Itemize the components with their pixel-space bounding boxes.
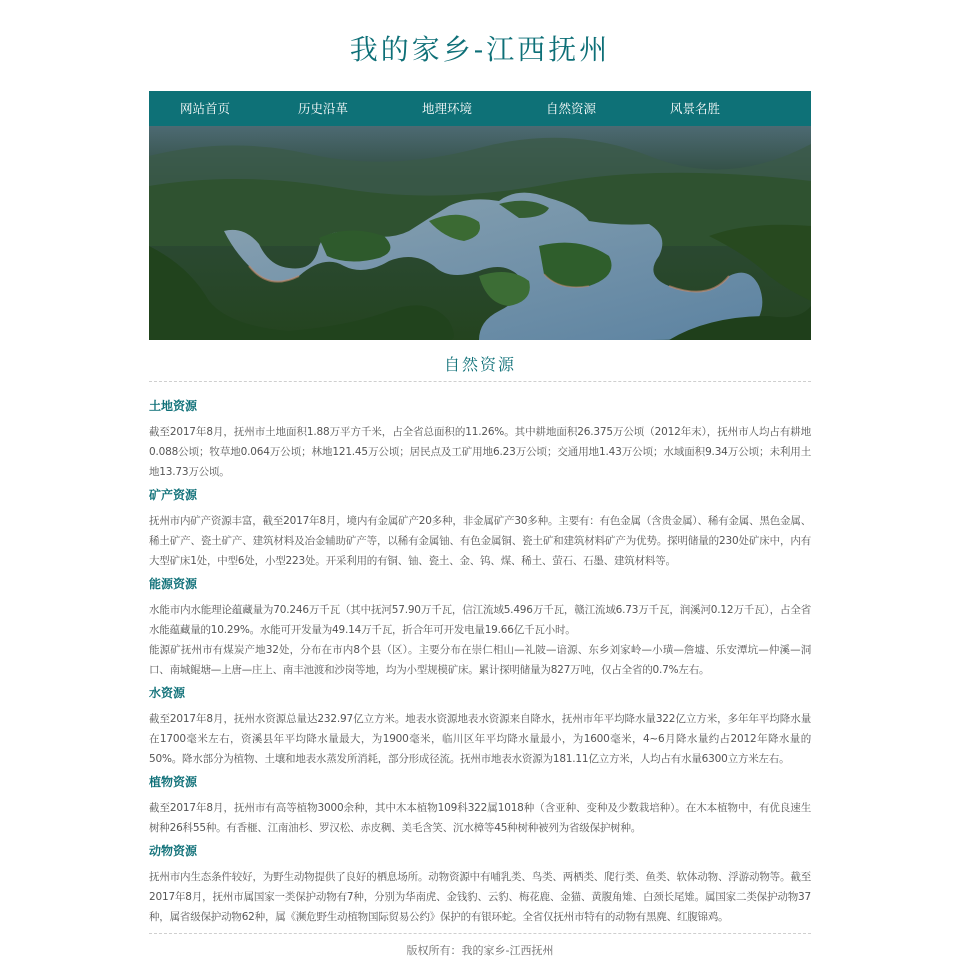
- paragraph-energy-hydro: 水能市内水能理论蕴藏量为70.246万千瓦（其中抚河57.90万千瓦，信江流域5.496万千瓦，赣江流域6.73万千瓦，润溪河0.12万千瓦），占全省水能蕴藏量的10.29%。水能可开发量为49.14万千瓦，折合年可开发电量19.66亿千瓦小时。: [149, 604, 811, 636]
- heading-water: 水资源: [149, 686, 186, 700]
- paragraph-minerals: 抚州市内矿产资源丰富，截至2017年8月，境内有金属矿产20多种，非金属矿产30多种。主要有：有色金属（含贵金属）、稀有金属、黑色金属、稀土矿产、瓷土矿产、建筑材料及冶金辅助矿产等，以稀有金属铀、有色金属铜、瓷土矿和建筑材料矿产为优势。探明储量的230处矿床中，内有大型矿床1处，中型6处，小型223处。开采利用的有铜、铀、瓷土、金、钨、煤、稀土、萤石、石墨、建筑材料等。: [149, 515, 811, 567]
- heading-energy: 能源资源: [149, 577, 198, 591]
- heading-minerals: 矿产资源: [149, 488, 198, 502]
- site-title: 我的家乡-江西抚州: [349, 33, 611, 66]
- nav-home[interactable]: 网站首页: [179, 101, 230, 116]
- nav-history[interactable]: 历史沿革: [297, 101, 348, 116]
- paragraph-water: 截至2017年8月，抚州水资源总量达232.97亿立方米。地表水资源地表水资源来自降水，抚州市年平均降水量322亿立方米，多年年平均降水量在1700毫米左右，资溪县年平均降水量最大，为1900毫米，临川区年平均降水量最小，为1600毫米，4~6月降水量约占2012年降水量的50%。降水部分为植物、土壤和地表水蒸发所消耗，部分形成径流。抚州市地表水资源为181.11亿立方米，人均占有水量6300立方米左右。: [149, 713, 811, 765]
- heading-plants: 植物资源: [149, 775, 198, 789]
- landscape-lake-image: [149, 126, 811, 340]
- nav-natural-resources[interactable]: 自然资源: [545, 101, 596, 116]
- nav-scenic-spots[interactable]: 风景名胜: [669, 101, 720, 116]
- heading-animals: 动物资源: [149, 844, 198, 858]
- footer-copyright: 版权所有：我的家乡-江西抚州: [149, 933, 811, 958]
- paragraph-energy-coal: 能源矿抚州市有煤炭产地32处，分布在市内8个县（区）。主要分布在崇仁相山—礼陂—谙源、东乡刘家岭—小璜—詹墟、乐安潭坑—仲溪—洞口、南城鲲塘—上唐—庄上、南丰池渡和沙岗等地，均为小型规模矿床。累计探明储量为827万吨，仅占全省的0.7%左右。: [149, 644, 811, 676]
- main-container: [149, 91, 811, 958]
- paragraph-animals: 抚州市内生态条件较好，为野生动物提供了良好的栖息场所。动物资源中有哺乳类、鸟类、两栖类、爬行类、鱼类、软体动物、浮游动物等。截至2017年8月，抚州市属国家一类保护动物有7种，分别为华南虎、金钱豹、云豹、梅花鹿、金猫、黄腹角雉、白颈长尾雉。属国家二类保护动物37种，属省级保护动物62种，属《濒危野生动植物国际贸易公约》保护的有银环蛇。全省仅抚州市特有的动物有黑麂、红腹锦鸡。: [149, 871, 811, 923]
- content: [149, 382, 811, 927]
- nav-geography[interactable]: 地理环境: [421, 101, 472, 116]
- main-nav: [149, 91, 811, 126]
- paragraph-plants: 截至2017年8月，抚州市有高等植物3000余种，其中木本植物109科322属1018种（含亚种、变种及少数栽培种）。在木本植物中，有优良速生树种26科55种。有香榧、江南油杉、罗汉松、赤皮稠、美毛含笑、沉水樟等45种树种被列为省级保护树种。: [149, 802, 811, 834]
- paragraph-land: 截至2017年8月，抚州市土地面积1.88万平方千米，占全省总面积的11.26%。其中耕地面积26.375万公顷（2012年末），抚州市人均占有耕地0.088公顷；牧草地0.064万公顷；林地121.45万公顷；居民点及工矿用地6.23万公顷；交通用地1.43万公顷；水域面积9.34万公顷；未利用土地13.73万公顷。: [149, 426, 811, 478]
- banner-image: [149, 126, 811, 340]
- section-title: 自然资源: [149, 340, 811, 382]
- heading-land: 土地资源: [149, 399, 198, 413]
